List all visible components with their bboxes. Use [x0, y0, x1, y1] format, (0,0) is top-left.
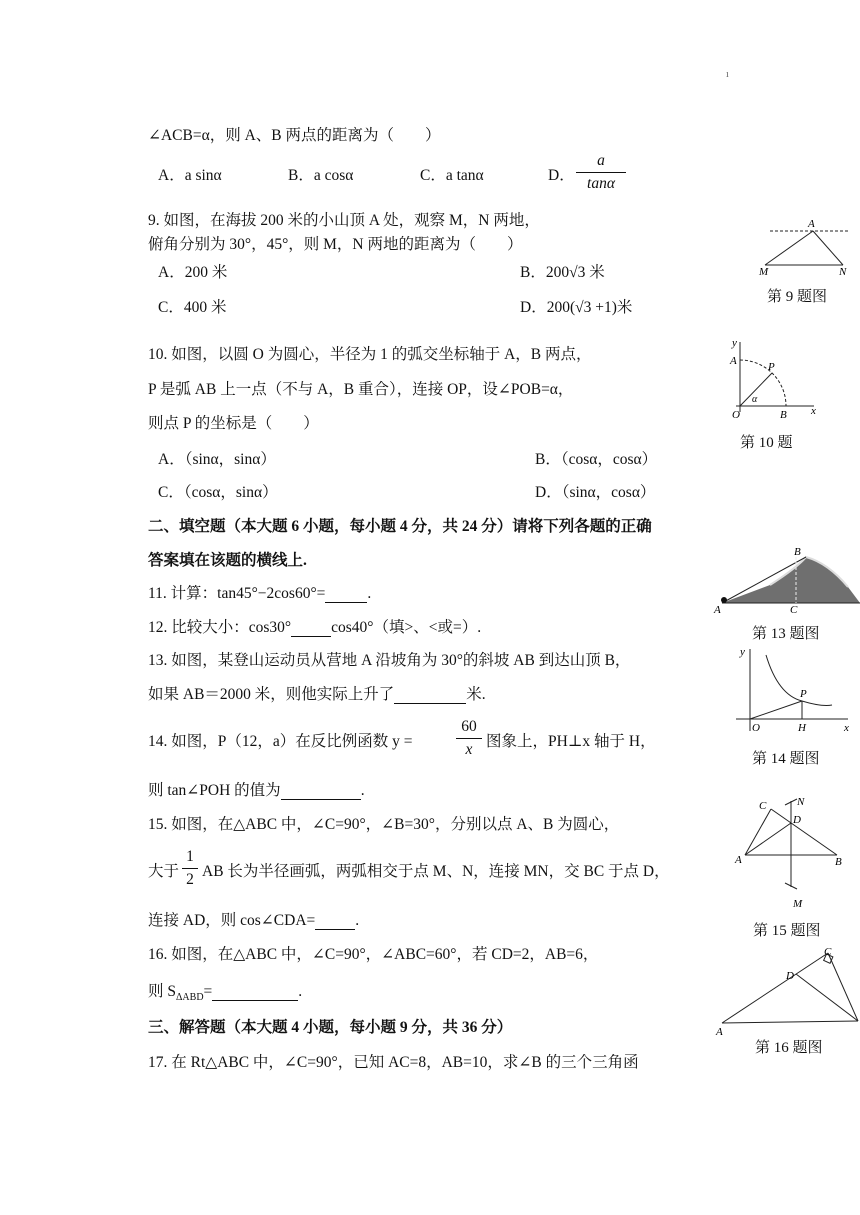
q13-answer-blank[interactable] [394, 687, 466, 704]
q14-line1a: 14. 如图，P（12，a）在反比例函数 y = [148, 733, 413, 750]
q9-figure [755, 215, 855, 277]
q8-option-c: C．a tanα [420, 167, 484, 184]
q14-line1b: 图象上，PH⊥x 轴于 H， [486, 733, 656, 750]
label-a: A [730, 355, 737, 367]
label-b: B [835, 856, 842, 868]
page-mark: ı [726, 69, 729, 80]
camp-marker [721, 597, 727, 603]
q9-line1: 9. 如图，在海拔 200 米的小山顶 A 处，观察 M，N 两地， [148, 212, 540, 229]
q8-option-b: B．a cosα [288, 167, 354, 184]
q15-fraction [182, 848, 198, 889]
label-a: A [735, 854, 742, 866]
q14-text: 则 tan∠POH 的值为 [148, 782, 281, 799]
q9-option-c: C．400 米 [158, 299, 227, 316]
q10-option-a: A．（sinα，sinα） [158, 451, 276, 468]
q14-figure [732, 643, 854, 735]
side-ac [745, 809, 771, 855]
q16-line1: 16. 如图，在△ABC 中，∠C=90°，∠ABC=60°，若 CD=2，AB=6， [148, 946, 599, 963]
q16-end: . [298, 983, 303, 1000]
q8-option-a: A．a sinα [158, 167, 222, 184]
label-p: P [768, 361, 775, 373]
q8-option-d: D． [548, 167, 575, 184]
segment-op [750, 701, 802, 719]
q9-line2: 俯角分别为 30°，45°，则 M，N 两地的距离为（ ） [148, 236, 523, 253]
label-b: B [780, 409, 787, 420]
section2-heading-line1: 二、填空题（本大题 6 小题，每小题 4 分，共 24 分）请将下列各题的正确 [148, 518, 652, 535]
q13-figure-caption: 第 13 题图 [752, 626, 820, 642]
q10-figure-caption: 第 10 题 [740, 435, 793, 451]
label-a: A [714, 604, 721, 615]
label-m: M [759, 266, 769, 277]
side-cb [828, 953, 858, 1021]
q10-line2: P 是弧 AB 上一点（不与 A，B 重合），连接 OP，设∠POB=α， [148, 381, 574, 398]
label-a: A [808, 218, 815, 230]
label-b: B [794, 546, 801, 558]
q13-line1: 13. 如图，某登山运动员从营地 A 沿坡角为 30°的斜坡 AB 到达山顶 B， [148, 652, 631, 669]
q15-figure-caption: 第 15 题图 [753, 923, 821, 939]
q12-answer-blank[interactable] [291, 620, 331, 637]
label-c: C [790, 604, 798, 615]
q8-option-d-numerator: a [597, 152, 605, 169]
q14-line2 [148, 783, 365, 800]
hyperbola-curve [766, 655, 832, 706]
fraction-bar [182, 868, 198, 869]
q10-figure [728, 336, 820, 420]
label-o: O [732, 409, 740, 420]
q14-answer-blank[interactable] [281, 783, 361, 800]
q12 [148, 620, 481, 637]
q12-text: 12. 比较大小：cos30° [148, 619, 292, 636]
q8-option-d-fraction [576, 152, 626, 193]
q16-figure-caption: 第 16 题图 [755, 1040, 823, 1056]
q10-option-b: B．（cosα，cosα） [535, 451, 658, 468]
q13-text: 如果 AB＝2000 米，则他实际上升了 [148, 686, 395, 703]
q9-option-d: D．200(√3 +1)米 [520, 299, 633, 316]
q16-figure [712, 945, 860, 1035]
label-alpha: α [752, 394, 758, 405]
side-cb [771, 809, 837, 855]
side-ab [722, 1021, 858, 1023]
q15-figure [733, 795, 848, 913]
q9-option-b: B．200√3 米 [520, 264, 605, 281]
q16-answer-blank[interactable] [212, 984, 298, 1001]
label-d: D [786, 970, 794, 982]
q15-line2b: AB 长为半径画弧，两弧相交于点 M、N，连接 MN，交 BC 于点 D， [202, 863, 670, 880]
q11-text: 11. 计算：tan45°−2cos60°= [148, 585, 326, 602]
label-y: y [732, 337, 737, 349]
q14-end: . [360, 782, 365, 799]
q9-option-a: A．200 米 [158, 264, 228, 281]
q15-numerator: 1 [186, 848, 194, 865]
q13-figure [710, 545, 860, 615]
q15-line3 [148, 913, 359, 930]
sight-line-m [765, 231, 813, 265]
q13-line2 [148, 687, 486, 704]
side-ac [722, 953, 828, 1023]
segment-bd [796, 974, 858, 1021]
label-m: M [793, 898, 803, 910]
q11-end: . [367, 585, 372, 602]
label-h: H [798, 722, 806, 734]
q14-fraction [456, 718, 482, 759]
q10-line3: 则点 P 的坐标是（ ） [148, 415, 319, 432]
q14-numerator: 60 [461, 718, 477, 735]
q8-stem: ∠ACB=α，则 A、B 两点的距离为（ ） [148, 127, 441, 144]
fraction-bar [576, 172, 626, 173]
label-n: N [839, 266, 847, 277]
q9-figure-caption: 第 9 题图 [767, 289, 828, 305]
q16-equals: = [203, 983, 213, 1000]
q15-line2a: 大于 [148, 863, 180, 880]
q11 [148, 586, 371, 603]
label-y: y [740, 646, 745, 658]
section3-heading: 三、解答题（本大题 4 小题，每小题 9 分，共 36 分） [148, 1019, 513, 1036]
q17-line1: 17. 在 Rt△ABC 中，∠C=90°，已知 AC=8，AB=10，求∠B 的三个三角函 [148, 1054, 639, 1071]
q16-text: 则 S [148, 983, 176, 1000]
section2-heading-line2: 答案填在该题的横线上. [148, 552, 307, 569]
q14-denominator: x [465, 741, 473, 758]
label-x: x [844, 722, 849, 734]
q10-line1: 10. 如图，以圆 O 为圆心，半径为 1 的弧交坐标轴于 A，B 两点， [148, 346, 592, 363]
q15-line1: 15. 如图，在△ABC 中，∠C=90°，∠B=30°，分别以点 A、B 为圆心， [148, 816, 620, 833]
label-a: A [716, 1026, 723, 1035]
q15-text: 连接 AD，则 cos∠CDA= [148, 912, 316, 929]
segment-ad [745, 823, 791, 855]
q12-end: cos40°（填>、<或=）. [331, 619, 482, 636]
q14-figure-caption: 第 14 题图 [752, 751, 820, 767]
q16-subscript: ΔABD [176, 992, 204, 1004]
label-c: C [824, 946, 832, 958]
q15-end: . [355, 912, 360, 929]
label-c: C [759, 800, 767, 812]
mountain-shape [722, 557, 860, 603]
label-n: N [797, 796, 805, 808]
q10-option-c: C．（cosα，sinα） [158, 484, 278, 501]
q16-line2 [148, 984, 302, 1003]
label-p: P [800, 688, 807, 700]
q8-option-d-denominator: tanα [587, 175, 615, 192]
label-x: x [811, 405, 816, 417]
fraction-bar [456, 738, 482, 739]
q10-option-d: D．（sinα，cosα） [535, 484, 656, 501]
q15-denominator: 2 [186, 871, 194, 888]
label-d: D [793, 814, 801, 826]
q15-answer-blank[interactable] [315, 913, 355, 930]
q11-answer-blank[interactable] [325, 586, 367, 603]
label-o: O [752, 722, 760, 734]
q13-end: 米. [466, 686, 486, 703]
sight-line-n [813, 231, 843, 265]
